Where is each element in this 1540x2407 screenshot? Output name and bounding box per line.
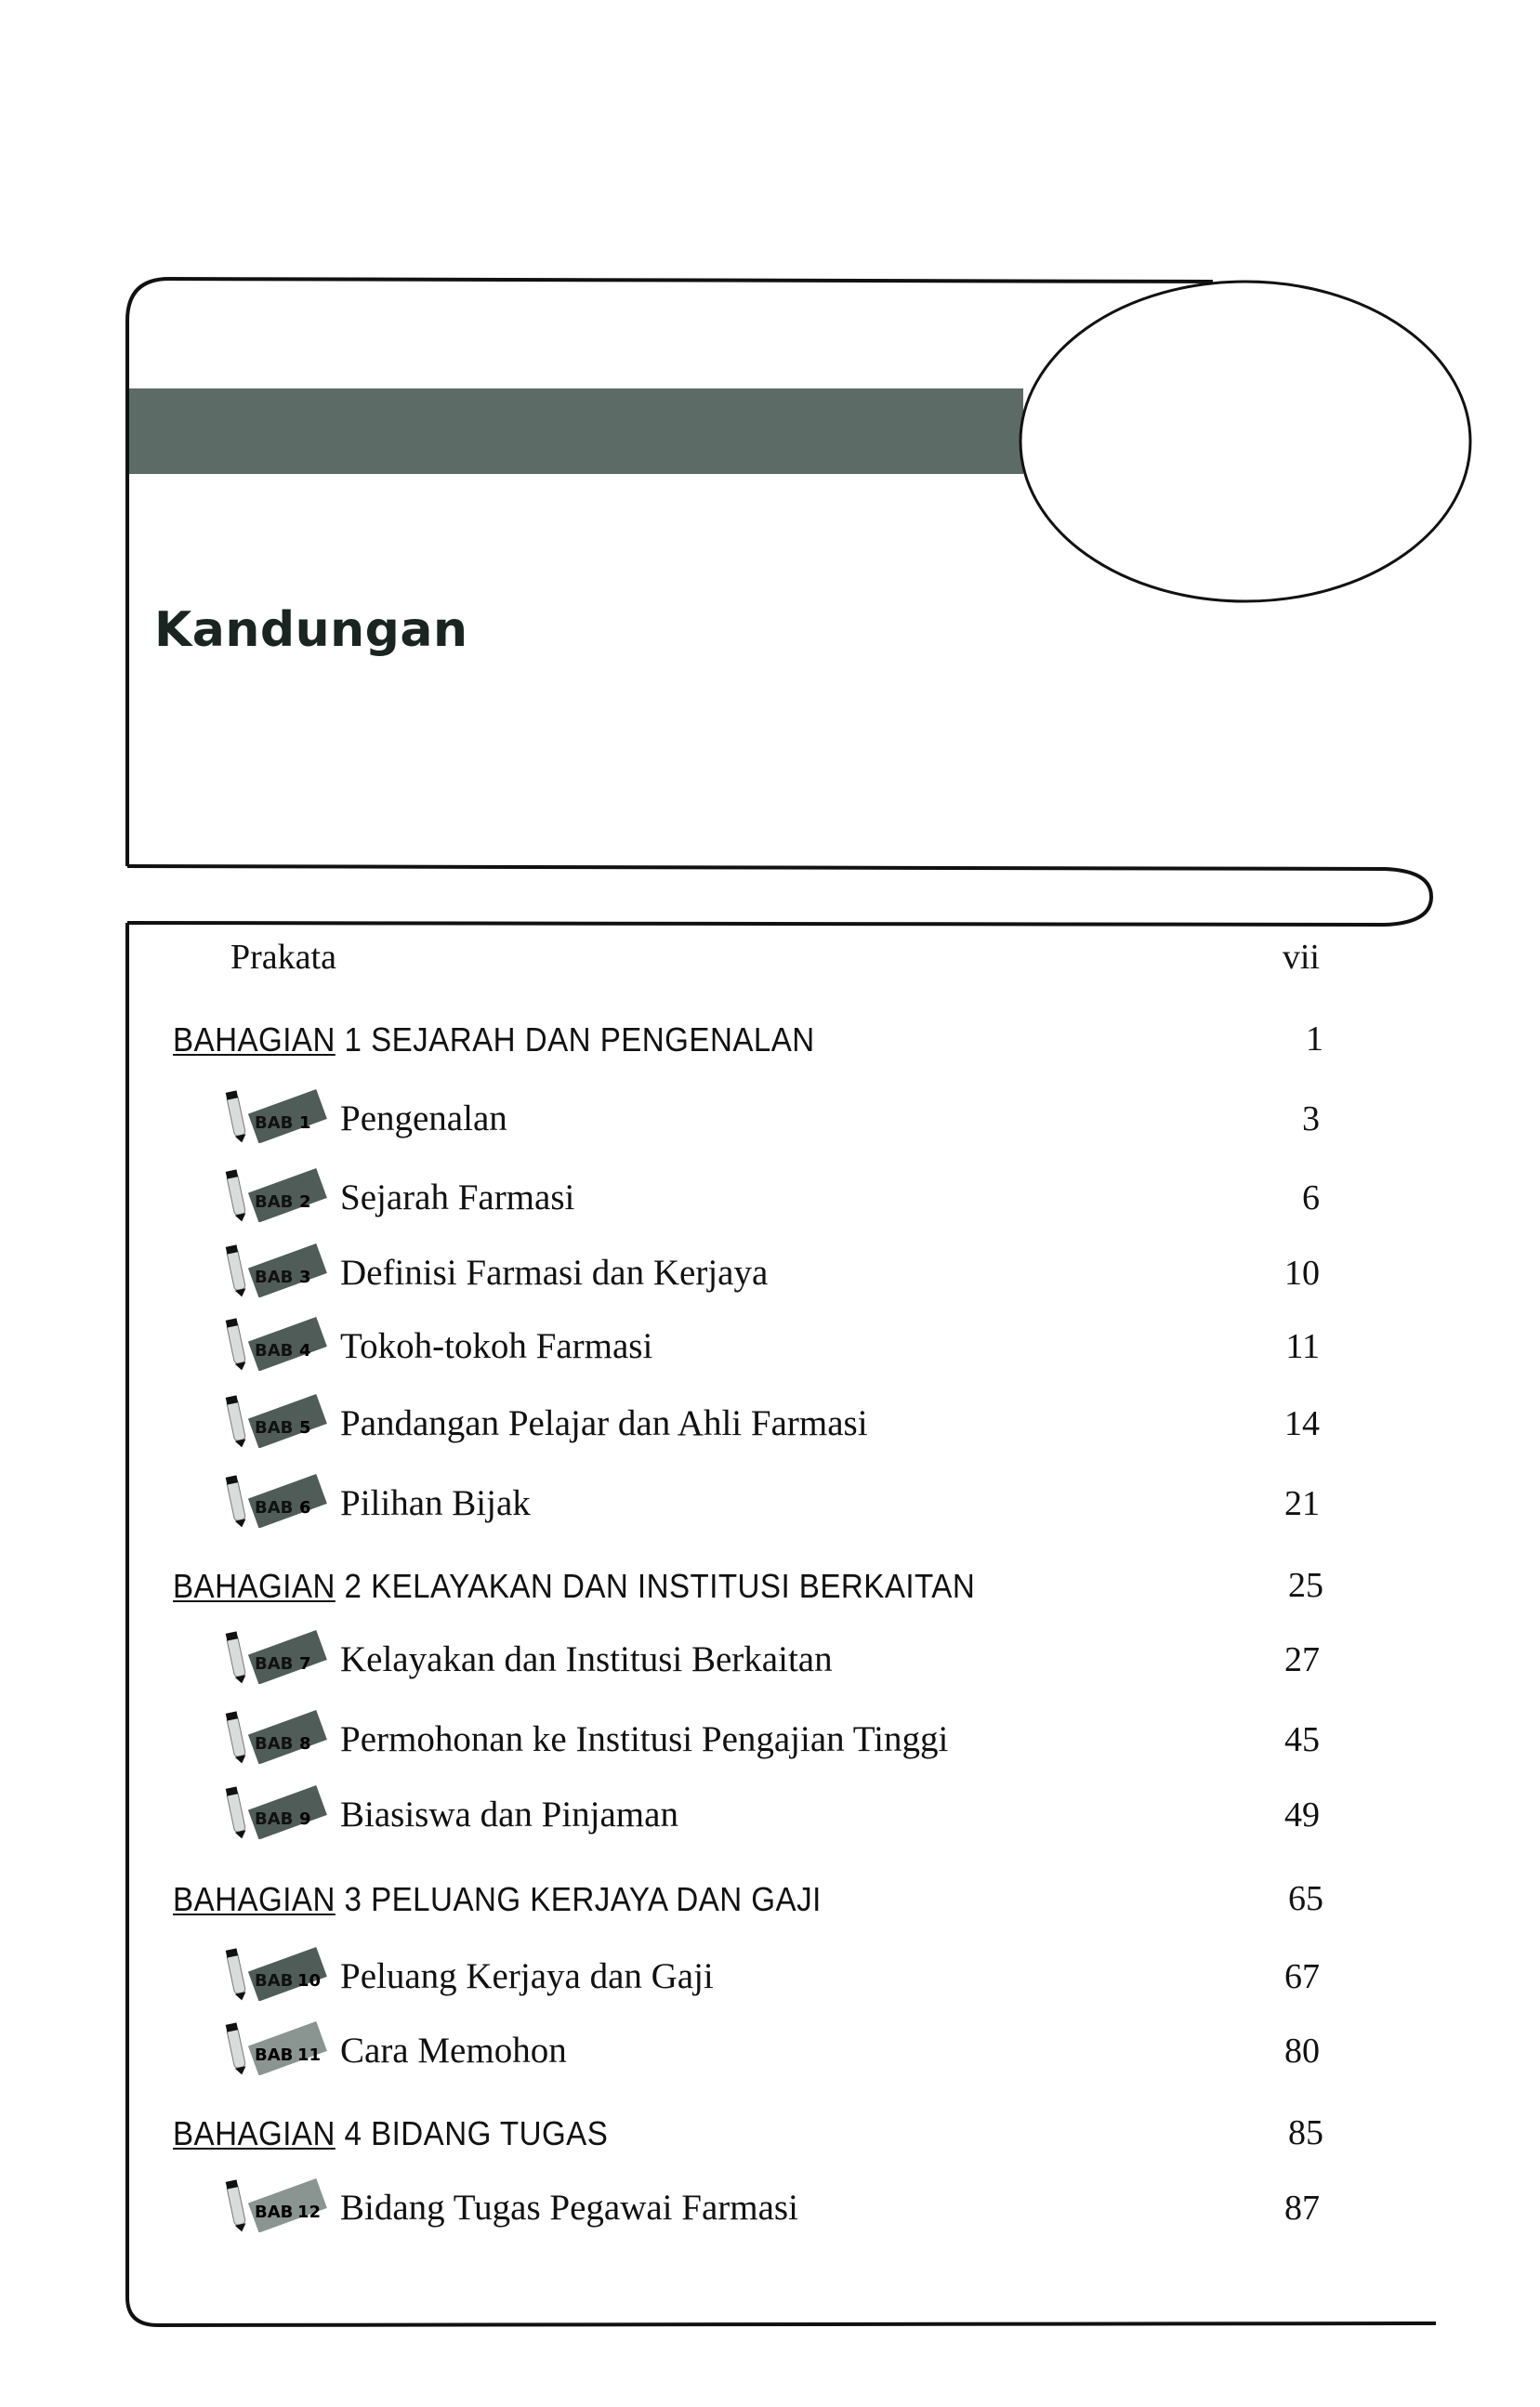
bab-tag-text: BAB <box>255 1498 294 1518</box>
toc-page-number: 21 <box>1284 1484 1320 1523</box>
section-number: 4 <box>344 2114 362 2152</box>
bab-tag-text: BAB <box>255 1734 294 1754</box>
bab-tag-number: 5 <box>299 1418 311 1438</box>
bab-tag-number: 1 <box>299 1113 311 1133</box>
toc-page-number: 11 <box>1285 1327 1320 1366</box>
bab-tag-number: 4 <box>299 1341 311 1361</box>
section-title: PELUANG KERJAYA DAN GAJI <box>371 1880 822 1918</box>
bab-pencil-tag-icon <box>223 2018 335 2075</box>
toc-page-number: 80 <box>1284 2032 1320 2071</box>
chapter-title: Permohonan ke Institusi Pengajian Tinggi <box>340 1719 949 1759</box>
toc-chapter-8[interactable] <box>0 1712 1540 1768</box>
toc-page-number: 45 <box>1284 1720 1320 1759</box>
bab-tag-number: 12 <box>297 2203 322 2222</box>
bab-tag-text: BAB <box>255 2203 294 2222</box>
section-title: BIDANG TUGAS <box>371 2114 609 2152</box>
bab-tag-number: 11 <box>297 2045 322 2065</box>
bab-pencil-tag-icon <box>223 1085 335 1143</box>
header-band <box>129 388 1023 474</box>
bab-tag-text: BAB <box>255 1971 294 1991</box>
bab-tag-number: 7 <box>299 1654 311 1674</box>
toc-page-number: 3 <box>1302 1099 1320 1138</box>
bab-tag-number: 6 <box>299 1498 311 1518</box>
bab-pencil-tag-icon <box>223 1943 335 2001</box>
bab-pencil-tag-icon <box>223 1782 335 1839</box>
toc-page-number: 27 <box>1284 1640 1320 1679</box>
toc-chapter-6[interactable] <box>0 1476 1540 1532</box>
toc-section-3[interactable] <box>0 1871 1540 1927</box>
toc-section-4[interactable] <box>0 2105 1540 2161</box>
chapter-title: Tokoh-tokoh Farmasi <box>340 1326 653 1366</box>
toc-entry-label: Prakata <box>230 938 336 977</box>
bab-tag-number: 2 <box>299 1192 311 1212</box>
bab-tag-text: BAB <box>255 1113 294 1133</box>
chapter-title: Biasiswa dan Pinjaman <box>340 1795 678 1835</box>
bab-tag-text: BAB <box>255 1341 294 1361</box>
chapter-title: Bidang Tugas Pegawai Farmasi <box>340 2188 798 2228</box>
bab-pencil-tag-icon <box>223 1390 335 1448</box>
bab-pencil-tag-icon <box>223 1626 335 1684</box>
section-heading <box>173 1880 822 1919</box>
section-number: 3 <box>344 1880 362 1918</box>
toc-page-number: 14 <box>1284 1404 1320 1443</box>
header-ellipse <box>1020 282 1470 601</box>
section-prefix: BAHAGIAN <box>173 1567 336 1605</box>
toc-chapter-3[interactable] <box>0 1245 1540 1301</box>
toc-chapter-4[interactable] <box>0 1319 1540 1374</box>
section-prefix: BAHAGIAN <box>173 2114 336 2152</box>
toc-chapter-9[interactable] <box>0 1787 1540 1843</box>
toc-page-number: 67 <box>1284 1957 1320 1996</box>
chapter-title: Cara Memohon <box>340 2031 567 2071</box>
chapter-title: Peluang Kerjaya dan Gaji <box>340 1956 714 1996</box>
toc-page-number: 6 <box>1302 1178 1320 1217</box>
toc-section-1[interactable] <box>0 1011 1540 1067</box>
toc-chapter-5[interactable] <box>0 1396 1540 1452</box>
section-heading <box>173 1020 815 1059</box>
section-title: SEJARAH DAN PENGENALAN <box>371 1020 815 1059</box>
bab-tag-text: BAB <box>255 2045 294 2065</box>
toc-page-number: 1 <box>1306 1019 1323 1059</box>
bab-pencil-tag-icon <box>223 2175 335 2232</box>
chapter-title: Pandangan Pelajar dan Ahli Farmasi <box>340 1403 868 1443</box>
toc-section-2[interactable] <box>0 1558 1540 1613</box>
section-heading <box>173 1567 975 1606</box>
bab-tag-text: BAB <box>255 1654 294 1674</box>
toc-chapter-12[interactable] <box>0 2180 1540 2236</box>
chapter-title: Pilihan Bijak <box>340 1483 531 1523</box>
toc-page-number: 87 <box>1284 2189 1320 2228</box>
header-curl-outline <box>127 866 1431 925</box>
section-prefix: BAHAGIAN <box>173 1020 336 1059</box>
toc-chapter-1[interactable] <box>0 1091 1540 1147</box>
section-number: 2 <box>344 1567 362 1605</box>
bab-pencil-tag-icon <box>223 1706 335 1764</box>
toc-entry-prakata[interactable] <box>0 929 1540 985</box>
toc-page-number: 25 <box>1288 1566 1323 1605</box>
toc-chapter-11[interactable] <box>0 2023 1540 2079</box>
toc-page-number: 65 <box>1288 1879 1323 1918</box>
chapter-title: Definisi Farmasi dan Kerjaya <box>340 1253 769 1293</box>
bab-pencil-tag-icon <box>223 1470 335 1528</box>
section-prefix: BAHAGIAN <box>173 1880 336 1918</box>
section-title: KELAYAKAN DAN INSTITUSI BERKAITAN <box>371 1567 976 1605</box>
bab-pencil-tag-icon <box>223 1240 335 1297</box>
chapter-title: Sejarah Farmasi <box>340 1177 575 1217</box>
chapter-title: Pengenalan <box>340 1098 507 1138</box>
bab-tag-number: 3 <box>299 1268 311 1287</box>
toc-chapter-7[interactable] <box>0 1632 1540 1688</box>
toc-chapter-10[interactable] <box>0 1949 1540 2005</box>
bab-tag-number: 8 <box>299 1734 311 1754</box>
section-heading <box>173 2114 608 2153</box>
toc-chapter-2[interactable] <box>0 1170 1540 1226</box>
bab-pencil-tag-icon <box>223 1164 335 1222</box>
toc-page-number: 10 <box>1284 1254 1320 1293</box>
page-title: Kandungan <box>154 602 468 658</box>
toc-page-number: 85 <box>1288 2113 1323 2152</box>
bab-tag-text: BAB <box>255 1268 294 1287</box>
section-number: 1 <box>344 1020 362 1059</box>
toc-page-number: vii <box>1282 938 1320 977</box>
chapter-title: Kelayakan dan Institusi Berkaitan <box>340 1639 833 1679</box>
bab-tag-number: 9 <box>299 1809 311 1829</box>
bab-tag-text: BAB <box>255 1809 294 1829</box>
toc-page-number: 49 <box>1284 1795 1320 1835</box>
bab-tag-text: BAB <box>255 1418 294 1438</box>
bab-tag-text: BAB <box>255 1192 294 1212</box>
bab-tag-number: 10 <box>297 1971 322 1991</box>
bab-pencil-tag-icon <box>223 1313 335 1371</box>
